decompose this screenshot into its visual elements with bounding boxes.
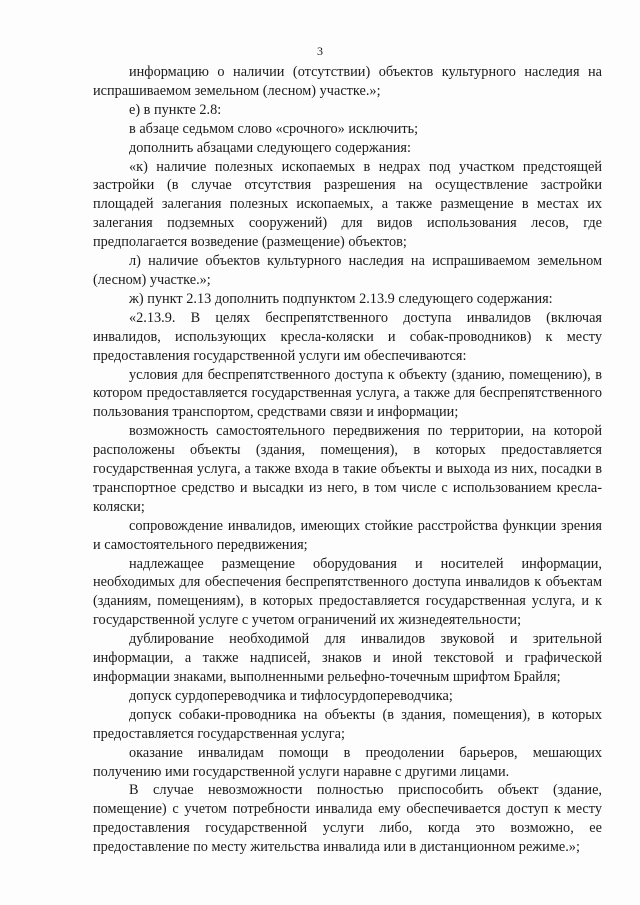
paragraph-15: допуск собаки-проводника на объекты (в здания, помещения), в которых предоставляется государственная услуга; [93, 706, 602, 742]
page-number: 3 [317, 44, 323, 58]
paragraph-2: е) в пункте 2.8: [129, 101, 222, 118]
paragraph-13: дублирование необходимой для инвалидов звуковой и зрительной информации, а также надписей, знаков и иной текстовой и графической информации знаками, выполненными рельефно-точечным шрифтом Брайля; [93, 631, 602, 685]
paragraph-8: «2.13.9. В целях беспрепятственного доступа инвалидов (включая инвалидов, использующих кресла-коляски и собак-проводников) к месту предоставления государственной услуги им обеспечиваются: [93, 309, 602, 364]
paragraph-17: В случае невозможности полностью приспособить объект (здание, помещение) с учетом потребности инвалида ему обеспечивается доступ к месту предоставления государственной услуги либо, когда это возможно, ее предоставление по месту жительства инвалида или в дистанционном режиме.»; [93, 782, 602, 856]
document-body [93, 63, 602, 857]
paragraph-12: надлежащее размещение оборудования и носителей информации, необходимых для обеспечения беспрепятственного доступа инвалидов к объектам (зданиям, помещениям), в которых предоставляется государственная услуга, и к государственной услуге с учетом ограничений их жизнедеятельности; [93, 555, 602, 629]
paragraph-1: информацию о наличии (отсутствии) объектов культурного наследия на испрашиваемом земельном (лесном) участке.»; [93, 64, 602, 99]
paragraph-4: дополнить абзацами следующего содержания: [129, 139, 411, 156]
paragraph-11: сопровождение инвалидов, имеющих стойкие расстройства функции зрения и самостоятельного передвижения; [93, 517, 602, 553]
paragraph-10: возможность самостоятельного передвижения по территории, на которой расположены объекты (здания, помещения), в которых предоставляется государственная услуга, а также входа в такие объекты и выхода из них, посадки в транспортное средство и высадки из него, в том числе с использованием кресла-коляски; [93, 423, 602, 515]
paragraph-6: л) наличие объектов культурного наследия на испрашиваемом земельном (лесном) участке.»; [93, 253, 602, 288]
paragraph-14: допуск сурдопереводчика и тифлосурдопереводчика; [129, 687, 453, 704]
paragraph-7: ж) пункт 2.13 дополнить подпунктом 2.13.9 следующего содержания: [129, 290, 553, 307]
paragraph-5: «к) наличие полезных ископаемых в недрах под участком предстоящей застройки (в случае отсутствия разрешения на осуществление застройки площадей залегания полезных ископаемых, а также размещение в местах их залегания подземных сооружений) для видов использования лесов, где предполагается возведение (размещение) объектов; [93, 158, 602, 251]
paragraph-3: в абзаце седьмом слово «срочного» исключить; [129, 120, 419, 137]
paragraph-16: оказание инвалидам помощи в преодолении барьеров, мешающих получению ими государственной услуги наравне с другими лицами. [93, 744, 602, 780]
paragraph-9: условия для беспрепятственного доступа к объекту (зданию, помещению), в котором предоставляется государственная услуга, а также для беспрепятственного пользования транспортом, средствами связи и информации; [93, 366, 602, 421]
